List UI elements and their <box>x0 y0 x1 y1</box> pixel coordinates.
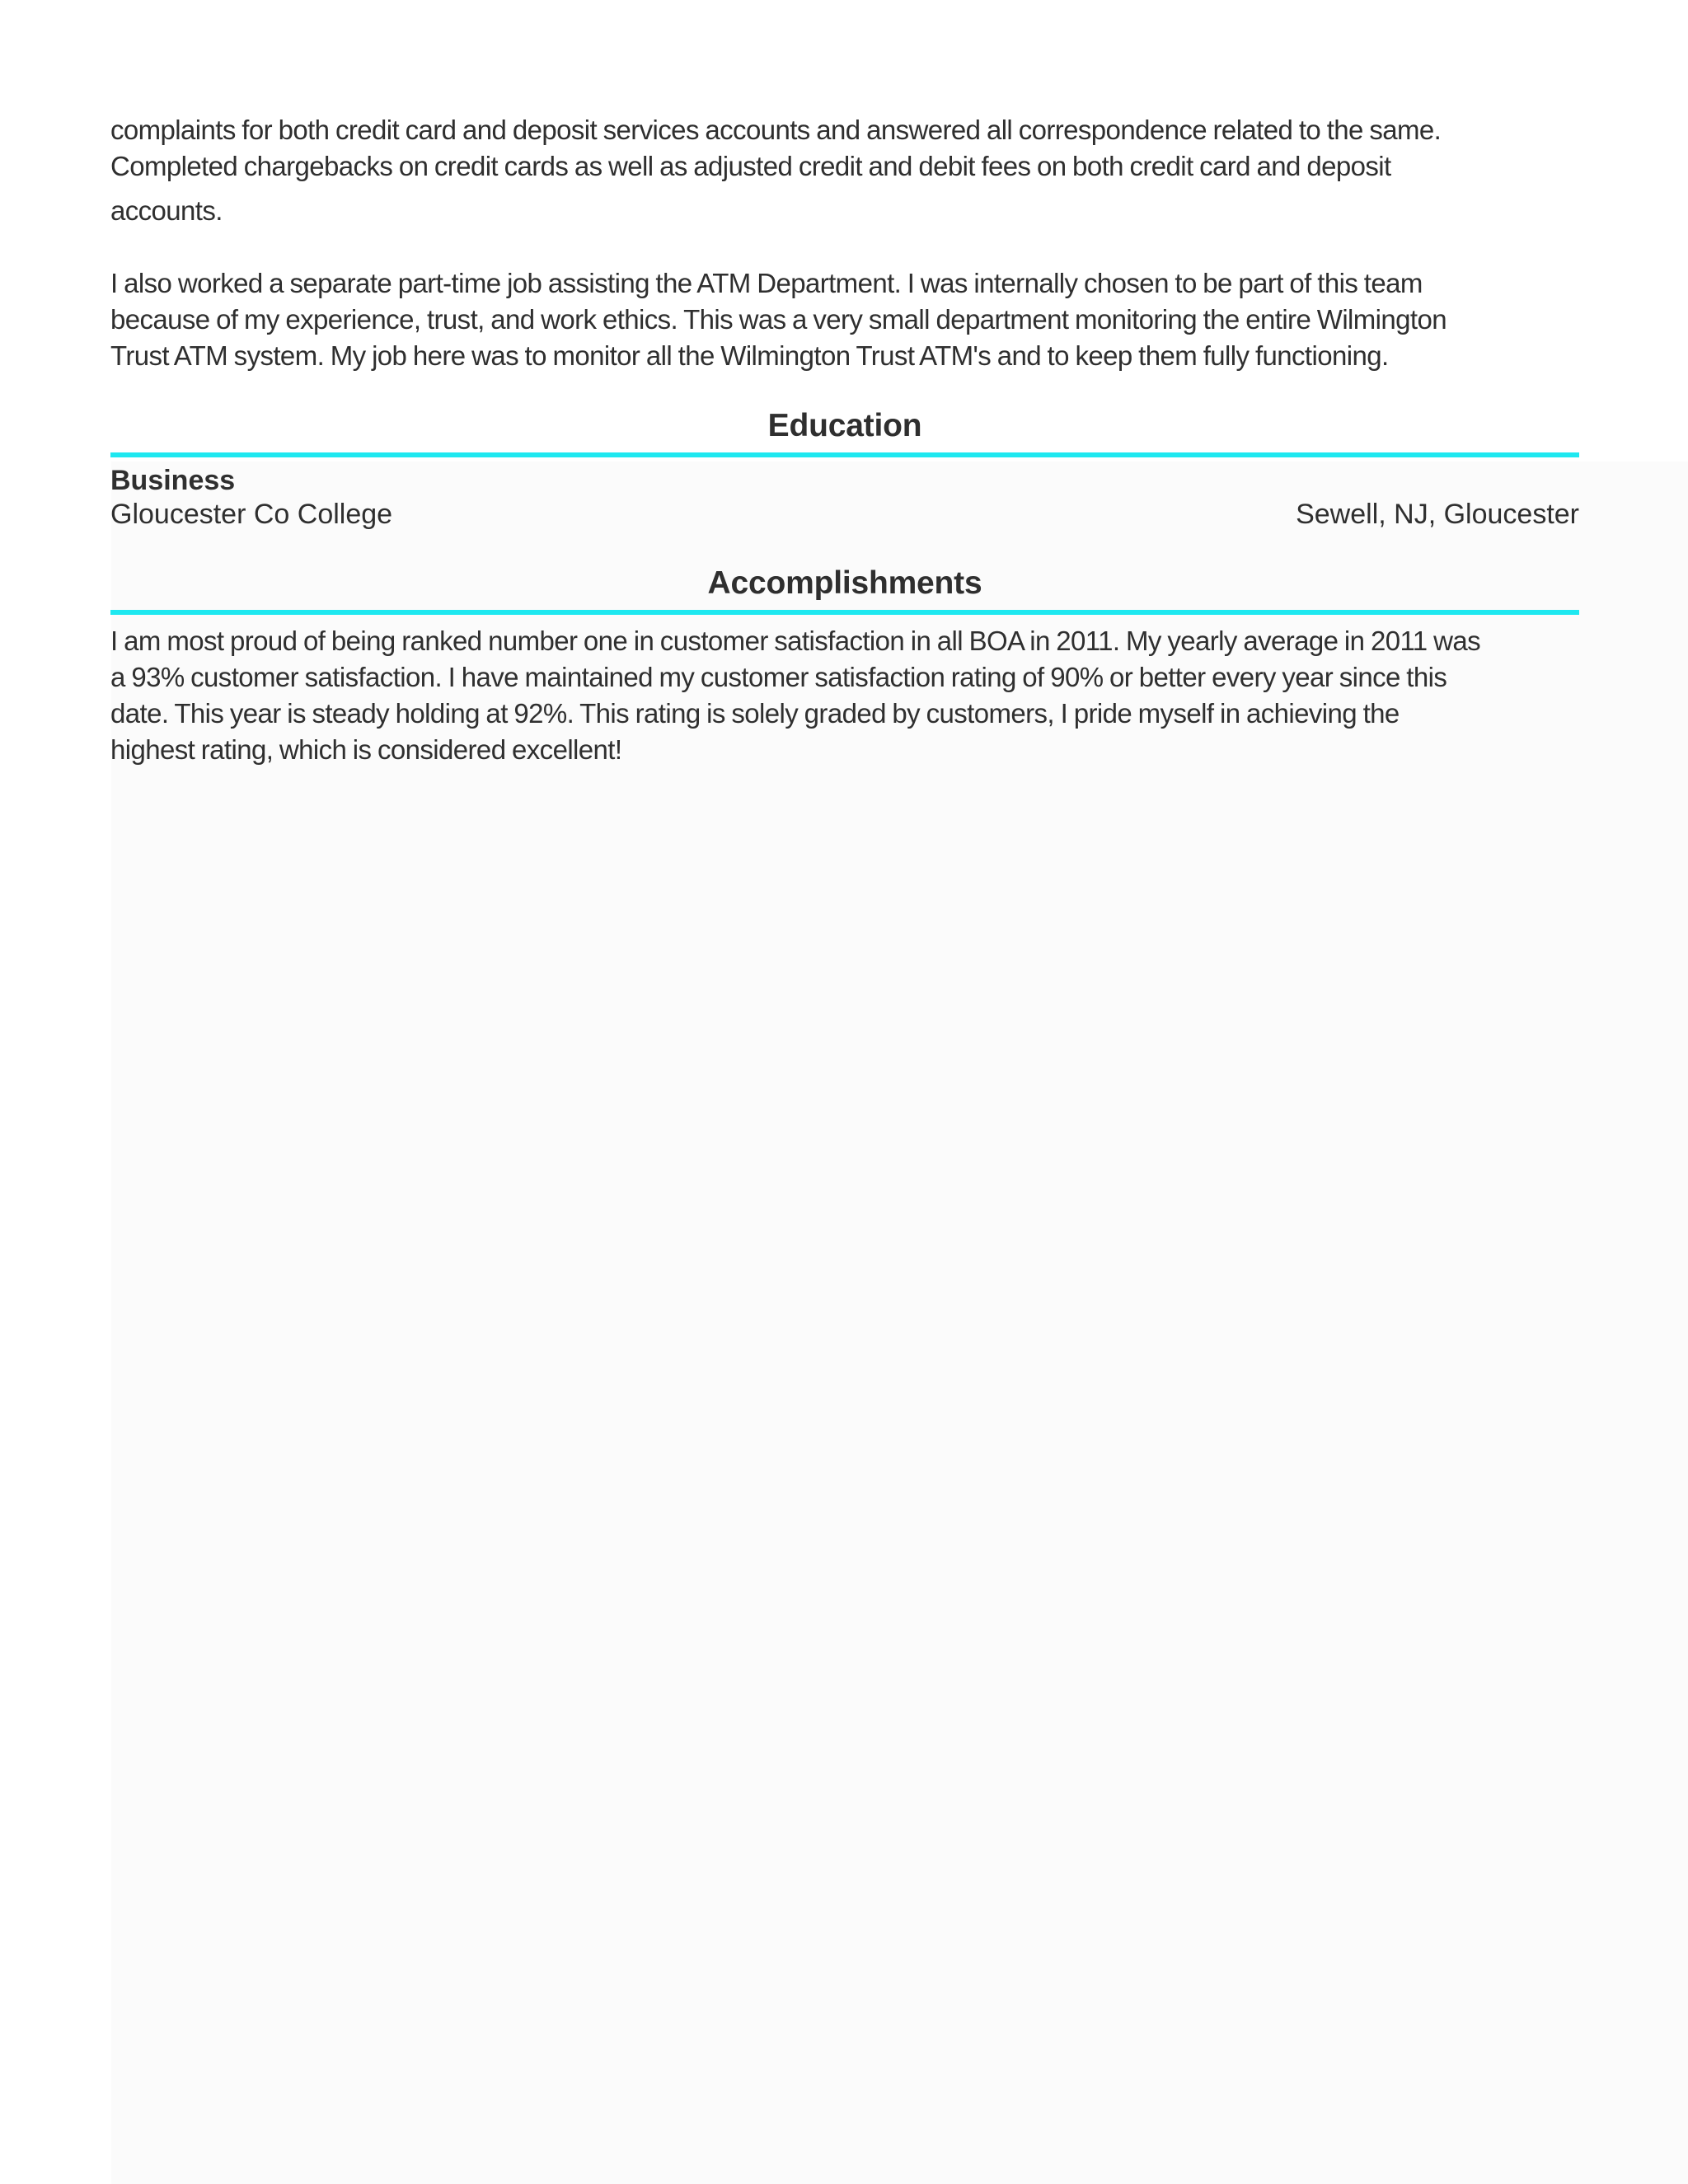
education-section <box>110 407 1579 532</box>
experience-paragraph-1 <box>110 112 1579 229</box>
paragraph-line: Completed chargebacks on credit cards as well as adjusted credit and debit fees on both credit card and deposit <box>110 151 1391 181</box>
paragraph-line: date. This year is steady holding at 92%. This rating is solely graded by customers, I pride myself in achieving the <box>110 698 1400 729</box>
education-degree: Business <box>110 465 236 496</box>
accomplishments-heading: Accomplishments <box>707 565 982 601</box>
paragraph-line: accounts. <box>110 195 223 226</box>
education-details-row <box>110 497 1579 532</box>
education-divider <box>110 452 1579 457</box>
accomplishments-section <box>110 565 1579 768</box>
paragraph-line: highest rating, which is considered excellent! <box>110 734 622 765</box>
experience-paragraph-2 <box>110 265 1579 374</box>
education-heading: Education <box>767 408 922 443</box>
education-location: Sewell, NJ, Gloucester <box>1296 499 1579 530</box>
accomplishments-divider <box>110 610 1579 615</box>
paragraph-line: I am most proud of being ranked number one in customer satisfaction in all BOA in 2011. My yearly average in 2011 was <box>110 626 1481 656</box>
accomplishments-paragraph <box>110 623 1579 768</box>
paragraph-line: because of my experience, trust, and work ethics. This was a very small department monitoring the entire Wilmington <box>110 304 1447 335</box>
paragraph-line: a 93% customer satisfaction. I have maintained my customer satisfaction rating of 90% or better every year since this <box>110 662 1447 692</box>
paragraph-line: I also worked a separate part-time job assisting the ATM Department. I was internally chosen to be part of this team <box>110 268 1423 298</box>
education-school: Gloucester Co College <box>110 499 393 530</box>
resume-content <box>110 112 1579 768</box>
paragraph-line: complaints for both credit card and deposit services accounts and answered all correspondence related to the same. <box>110 115 1442 145</box>
paragraph-line: Trust ATM system. My job here was to monitor all the Wilmington Trust ATM's and to keep them fully functioning. <box>110 340 1389 371</box>
